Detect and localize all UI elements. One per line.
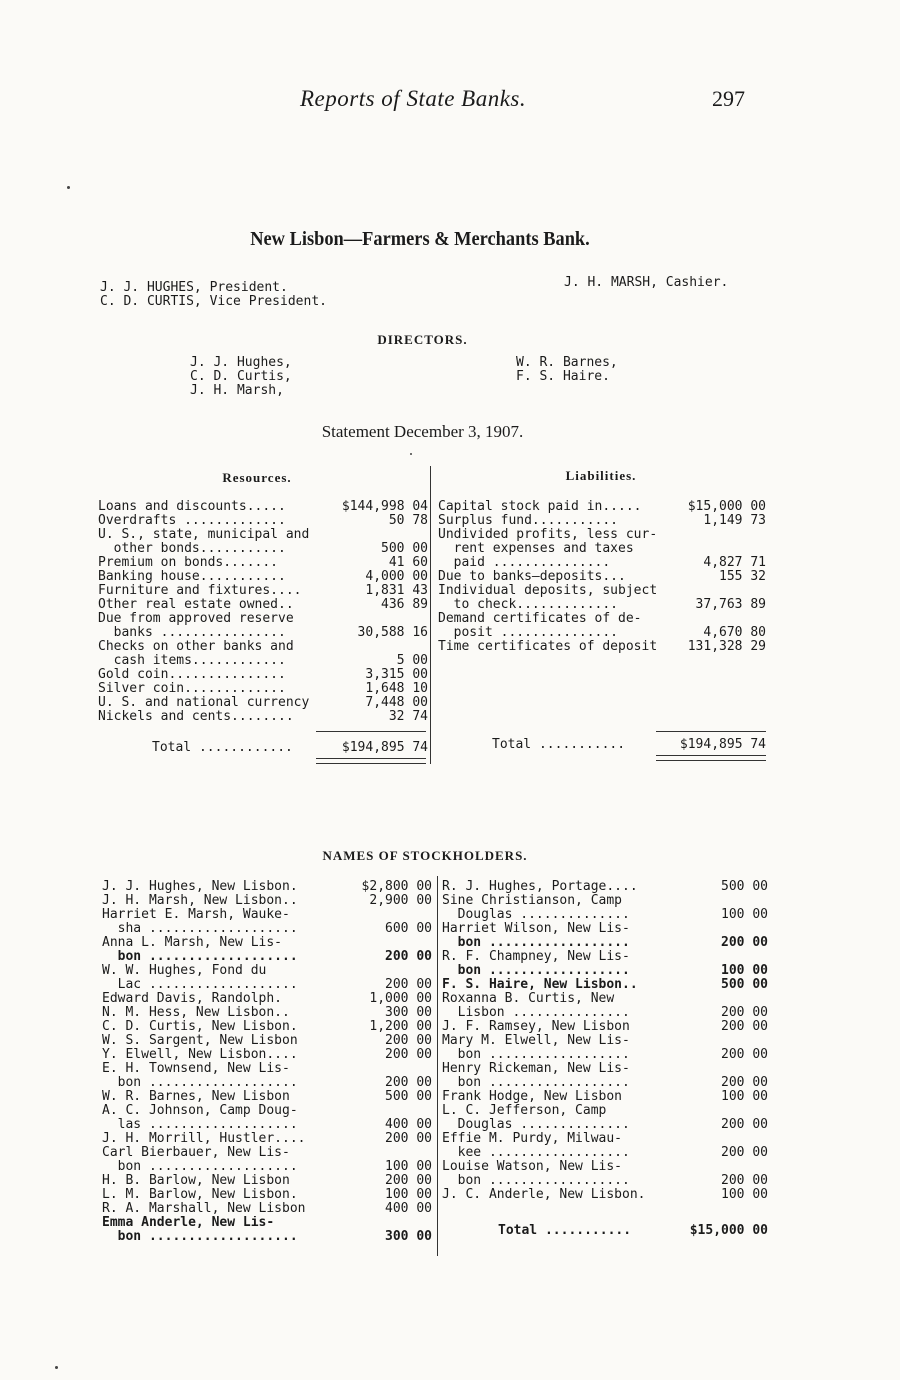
liability-row [438,542,766,556]
stockholder-row [442,1132,768,1146]
liability-row-label: Individual deposits, subject [438,584,658,598]
stockholder-row-amount: 600 00 [385,921,432,936]
stockholder-row-label: R. F. Champney, New Lis- [442,950,630,964]
liability-row-label: posit ............... [438,626,619,640]
officer-cashier: J. H. MARSH, Cashier. [564,275,729,290]
running-header [0,86,900,120]
stockholder-row [442,1076,768,1090]
resources-double-rule [316,758,426,764]
stockholder-row-amount: 200 00 [385,1033,432,1048]
resource-row-amount: 41 60 [388,555,428,570]
resource-row-label: Due from approved reserve [98,612,294,626]
scan-speck [67,186,70,189]
stockholder-row-amount: 200 00 [721,1117,768,1132]
liability-row-label: to check............. [438,598,619,612]
statement-title: Statement December 3, 1907. [321,422,524,441]
stockholder-row [442,1048,768,1062]
resource-row [98,598,428,612]
resource-row [98,654,428,668]
liability-row-label: Time certificates of deposit [438,640,658,654]
liabilities-total-amount: $194,895 74 [679,737,766,752]
stockholder-row [102,1020,432,1034]
stockholder-row-amount: 500 00 [385,1089,432,1104]
liability-row-amount: $15,000 00 [687,499,766,514]
stockholder-row [102,936,432,950]
liabilities-total-row [438,738,766,752]
stockholder-row [442,1188,768,1202]
stockholder-row [442,1118,768,1132]
stockholder-row-label: Lac ................... [102,978,298,992]
stockholder-row-label: Harriet Wilson, New Lis- [442,922,630,936]
stockholder-row [442,1034,768,1048]
liability-row-amount: 155 32 [719,569,766,584]
stockholder-row-label: E. H. Townsend, New Lis- [102,1062,290,1076]
stockholder-row-label: Douglas .............. [442,908,630,922]
liability-row-amount: 37,763 89 [695,597,766,612]
liability-row [438,528,766,542]
stockholder-row-label: H. B. Barlow, New Lisbon [102,1174,290,1188]
stockholder-row-amount: 200 00 [385,1075,432,1090]
stockholder-row [102,1090,432,1104]
director-name: C. D. Curtis, [190,369,292,384]
stockholder-row [442,1020,768,1034]
liabilities-double-rule [656,755,766,761]
stockholder-row [102,1034,432,1048]
resource-row [98,528,428,542]
liability-row-amount: 131,328 29 [687,639,766,654]
stockholder-row [102,964,432,978]
running-title: Reports of State Banks. [300,86,527,111]
resource-row [98,584,428,598]
stockholder-row-label: Emma Anderle, New Lis- [102,1216,275,1230]
stockholder-row [102,1216,432,1230]
stockholder-row [442,1146,768,1160]
stockholder-row [102,1132,432,1146]
stockholder-row [102,1146,432,1160]
resources-heading: Resources. [222,470,292,485]
stockholder-row [442,1160,768,1174]
stockholder-row-amount: $2,800 00 [361,879,432,894]
stockholder-row-amount: 200 00 [385,1173,432,1188]
officer-vice-president: C. D. CURTIS, Vice President. [100,294,327,309]
stockholder-row [442,1174,768,1188]
stockholder-row-label: Frank Hodge, New Lisbon [442,1090,623,1104]
stockholder-row [102,880,432,894]
stockholder-row [442,1062,768,1076]
scan-speck [55,1366,58,1369]
resources-total-row [98,741,428,755]
resource-row-label: U. S. and national currency [98,696,310,710]
stockholder-row [102,1118,432,1132]
resource-row [98,570,428,584]
stockholder-row [102,1048,432,1062]
stockholder-row [102,1174,432,1188]
stockholder-row-label: bon .................. [442,964,630,978]
stockholder-row-label: Effie M. Purdy, Milwau- [442,1132,623,1146]
stockholder-row [102,1062,432,1076]
stockholder-row [442,880,768,894]
stockholder-row-label: bon .................. [442,1048,630,1062]
liability-row [438,514,766,528]
stockholder-row [102,1076,432,1090]
resource-row-label: cash items............ [98,654,286,668]
stockholder-row-amount: 300 00 [385,1005,432,1020]
stockholder-row-label: las ................... [102,1118,298,1132]
stockholder-row-label: bon ................... [102,1076,298,1090]
stockholder-row-amount: 500 00 [721,879,768,894]
resource-row-amount: 3,315 00 [365,667,428,682]
stockholder-row-amount: 200 00 [385,977,432,992]
resource-row [98,696,428,710]
director-name: F. S. Haire. [516,369,610,384]
stockholder-row [102,978,432,992]
stockholder-row-label: kee .................. [442,1146,630,1160]
directors-heading: DIRECTORS. [377,332,468,347]
stockholder-row-label: bon ................... [102,950,298,964]
scan-speck [410,453,412,455]
resource-row-label: banks ................ [98,626,286,640]
liability-row-label: Capital stock paid in..... [438,500,642,514]
resource-row-label: Furniture and fixtures.... [98,584,302,598]
stockholder-row-label: J. H. Morrill, Hustler.... [102,1132,306,1146]
stockholder-row-amount: 400 00 [385,1117,432,1132]
liabilities-heading: Liabilities. [565,468,637,483]
stockholder-row [102,1006,432,1020]
resource-row-amount: 32 74 [388,709,428,724]
resource-row-label: Banking house........... [98,570,286,584]
resources-total-label: Total ............ [152,741,293,755]
resources-total-amount: $194,895 74 [341,740,428,755]
resource-row-amount: 7,448 00 [365,695,428,710]
resource-row-amount: 5 00 [396,653,428,668]
stockholder-row [102,992,432,1006]
stockholder-row-label: Carl Bierbauer, New Lis- [102,1146,290,1160]
stockholder-row-label: Sine Christianson, Camp [442,894,623,908]
resource-row [98,626,428,640]
resources-total-rule [316,731,426,732]
liability-row [438,640,766,654]
stockholder-row-label: Douglas .............. [442,1118,630,1132]
resource-row-amount: 1,831 43 [365,583,428,598]
stockholder-row [102,894,432,908]
stockholder-row [442,936,768,950]
stockholder-row-amount: 200 00 [721,1019,768,1034]
liability-row-label: Surplus fund........... [438,514,619,528]
resource-row-amount: 50 78 [388,513,428,528]
stockholder-row-label: L. C. Jefferson, Camp [442,1104,607,1118]
stockholder-row [102,922,432,936]
officer-president: J. J. HUGHES, President. [100,280,288,295]
stockholder-row-label: bon .................. [442,936,630,950]
stockholder-row-label: J. H. Marsh, New Lisbon.. [102,894,298,908]
director-name: W. R. Barnes, [516,355,618,370]
stockholder-row-amount: 1,200 00 [369,1019,432,1034]
stockholder-row-label: Harriet E. Marsh, Wauke- [102,908,290,922]
liability-row [438,570,766,584]
stockholder-row-label: N. M. Hess, New Lisbon.. [102,1006,290,1020]
stockholder-row [102,1160,432,1174]
stockholder-row [102,950,432,964]
stockholder-row-amount: 100 00 [721,907,768,922]
liabilities-total-rule [656,731,766,732]
stockholder-row-label: R. A. Marshall, New Lisbon [102,1202,306,1216]
stockholders-total-row [442,1224,768,1238]
stockholder-row-amount: 200 00 [721,1173,768,1188]
resource-row [98,542,428,556]
stockholder-row [442,950,768,964]
stockholder-row-label: Anna L. Marsh, New Lis- [102,936,283,950]
resource-row-label: Silver coin............. [98,682,286,696]
stockholder-row-label: R. J. Hughes, Portage.... [442,880,638,894]
liability-row [438,626,766,640]
stockholder-row-label: bon .................. [442,1076,630,1090]
stockholders-total-amount: $15,000 00 [689,1223,768,1238]
page-number: 297 [712,86,745,111]
stockholder-row [102,1104,432,1118]
resource-row [98,500,428,514]
resource-row-amount: 1,648 10 [365,681,428,696]
stockholder-row-amount: 200 00 [721,1047,768,1062]
director-name: J. J. Hughes, [190,355,292,370]
stockholder-row-amount: 200 00 [721,1075,768,1090]
stockholder-row [102,1202,432,1216]
stockholder-row-amount: 200 00 [721,935,768,950]
stockholder-row-amount: 200 00 [385,1047,432,1062]
resource-row [98,556,428,570]
stockholders-total-label: Total ........... [498,1224,632,1238]
stockholder-row-label: Mary M. Elwell, New Lis- [442,1034,630,1048]
stockholder-row-amount: 2,900 00 [369,893,432,908]
stockholder-row [442,964,768,978]
stockholder-row-label: C. D. Curtis, New Lisbon. [102,1020,298,1034]
resource-row-amount: 4,000 00 [365,569,428,584]
resource-row-label: U. S., state, municipal and [98,528,310,542]
resource-row [98,682,428,696]
stockholder-row-label: J. C. Anderle, New Lisbon. [442,1188,646,1202]
liability-row-amount: 1,149 73 [703,513,766,528]
liability-row-label: paid ............... [438,556,611,570]
directors-right [516,356,716,384]
stockholder-row-amount: 100 00 [721,963,768,978]
liability-row-amount: 4,827 71 [703,555,766,570]
stockholder-row [442,992,768,1006]
stockholder-row-label: L. M. Barlow, New Lisbon. [102,1188,298,1202]
liability-row [438,598,766,612]
resource-row-amount: $144,998 04 [341,499,428,514]
liability-row [438,612,766,626]
stockholder-row-amount: 1,000 00 [369,991,432,1006]
resource-row-amount: 436 89 [381,597,428,612]
liability-row-label: Demand certificates of de- [438,612,642,626]
resource-row-label: Loans and discounts..... [98,500,286,514]
director-name: J. H. Marsh, [190,383,284,398]
stockholder-row-amount: 200 00 [721,1145,768,1160]
resources-list [98,500,428,724]
stockholder-row-label: A. C. Johnson, Camp Doug- [102,1104,298,1118]
resource-row [98,514,428,528]
resource-row-label: Gold coin............... [98,668,286,682]
liability-row [438,584,766,598]
stockholder-row-label: sha ................... [102,922,298,936]
resource-row [98,640,428,654]
stockholder-row-amount: 100 00 [385,1187,432,1202]
stockholders-heading: NAMES OF STOCKHOLDERS. [322,848,528,863]
bank-title: New Lisbon—Farmers & Merchants Bank. [250,228,590,250]
liabilities-total-label: Total ........... [492,738,626,752]
stockholder-row-label: bon ................... [102,1160,298,1174]
resource-row [98,710,428,724]
stockholder-row-amount: 100 00 [721,1187,768,1202]
stockholder-row [442,1104,768,1118]
stockholder-row [442,1090,768,1104]
resource-row [98,668,428,682]
officers-right [564,276,784,290]
stockholders-divider [437,876,438,1256]
resource-row-label: Checks on other banks and [98,640,294,654]
stockholder-row-label: bon ................... [102,1230,298,1244]
stockholder-row [442,922,768,936]
stockholder-row-label: Roxanna B. Curtis, New [442,992,615,1006]
stockholder-row-amount: 100 00 [385,1159,432,1174]
liability-row-amount: 4,670 80 [703,625,766,640]
stockholder-row-amount: 300 00 [385,1229,432,1244]
directors-left [190,356,390,398]
stockholder-row [442,978,768,992]
stockholder-row-label: F. S. Haire, New Lisbon.. [442,978,638,992]
resource-row-label: Overdrafts ............. [98,514,286,528]
stockholder-row [442,894,768,908]
statement-divider [430,466,431,764]
resource-row-amount: 500 00 [381,541,428,556]
stockholders-left-list [102,880,432,1244]
stockholder-row-amount: 500 00 [721,977,768,992]
stockholders-right-list [442,880,768,1202]
stockholder-row-label: Lisbon ............... [442,1006,630,1020]
resource-row-label: Premium on bonds....... [98,556,279,570]
stockholder-row [102,908,432,922]
stockholder-row-label: bon .................. [442,1174,630,1188]
stockholder-row-label: J. F. Ramsey, New Lisbon [442,1020,630,1034]
stockholder-row-label: J. J. Hughes, New Lisbon. [102,880,298,894]
stockholder-row-label: Louise Watson, New Lis- [442,1160,623,1174]
stockholder-row-label: Edward Davis, Randolph. [102,992,283,1006]
resource-row-label: Nickels and cents........ [98,710,294,724]
stockholder-row-amount: 200 00 [385,1131,432,1146]
stockholder-row-label: W. R. Barnes, New Lisbon [102,1090,290,1104]
stockholder-row-amount: 100 00 [721,1089,768,1104]
stockholder-row [442,1006,768,1020]
stockholder-row [102,1188,432,1202]
stockholder-row [442,908,768,922]
resource-row-label: Other real estate owned.. [98,598,294,612]
liability-row [438,500,766,514]
stockholder-row-amount: 200 00 [385,949,432,964]
liability-row-label: Undivided profits, less cur- [438,528,658,542]
stockholder-row-label: W. W. Hughes, Fond du [102,964,267,978]
liability-row-label: Due to banks—deposits... [438,570,626,584]
liability-row [438,556,766,570]
resource-row-amount: 30,588 16 [357,625,428,640]
stockholder-row-amount: 400 00 [385,1201,432,1216]
resource-row [98,612,428,626]
stockholder-row-label: W. S. Sargent, New Lisbon [102,1034,298,1048]
stockholder-row-amount: 200 00 [721,1005,768,1020]
officers-left [100,281,400,309]
resource-row-label: other bonds........... [98,542,286,556]
stockholder-row-label: Henry Rickeman, New Lis- [442,1062,630,1076]
stockholder-row-label: Y. Elwell, New Lisbon.... [102,1048,298,1062]
liabilities-list [438,500,766,654]
liability-row-label: rent expenses and taxes [438,542,634,556]
stockholder-row [102,1230,432,1244]
